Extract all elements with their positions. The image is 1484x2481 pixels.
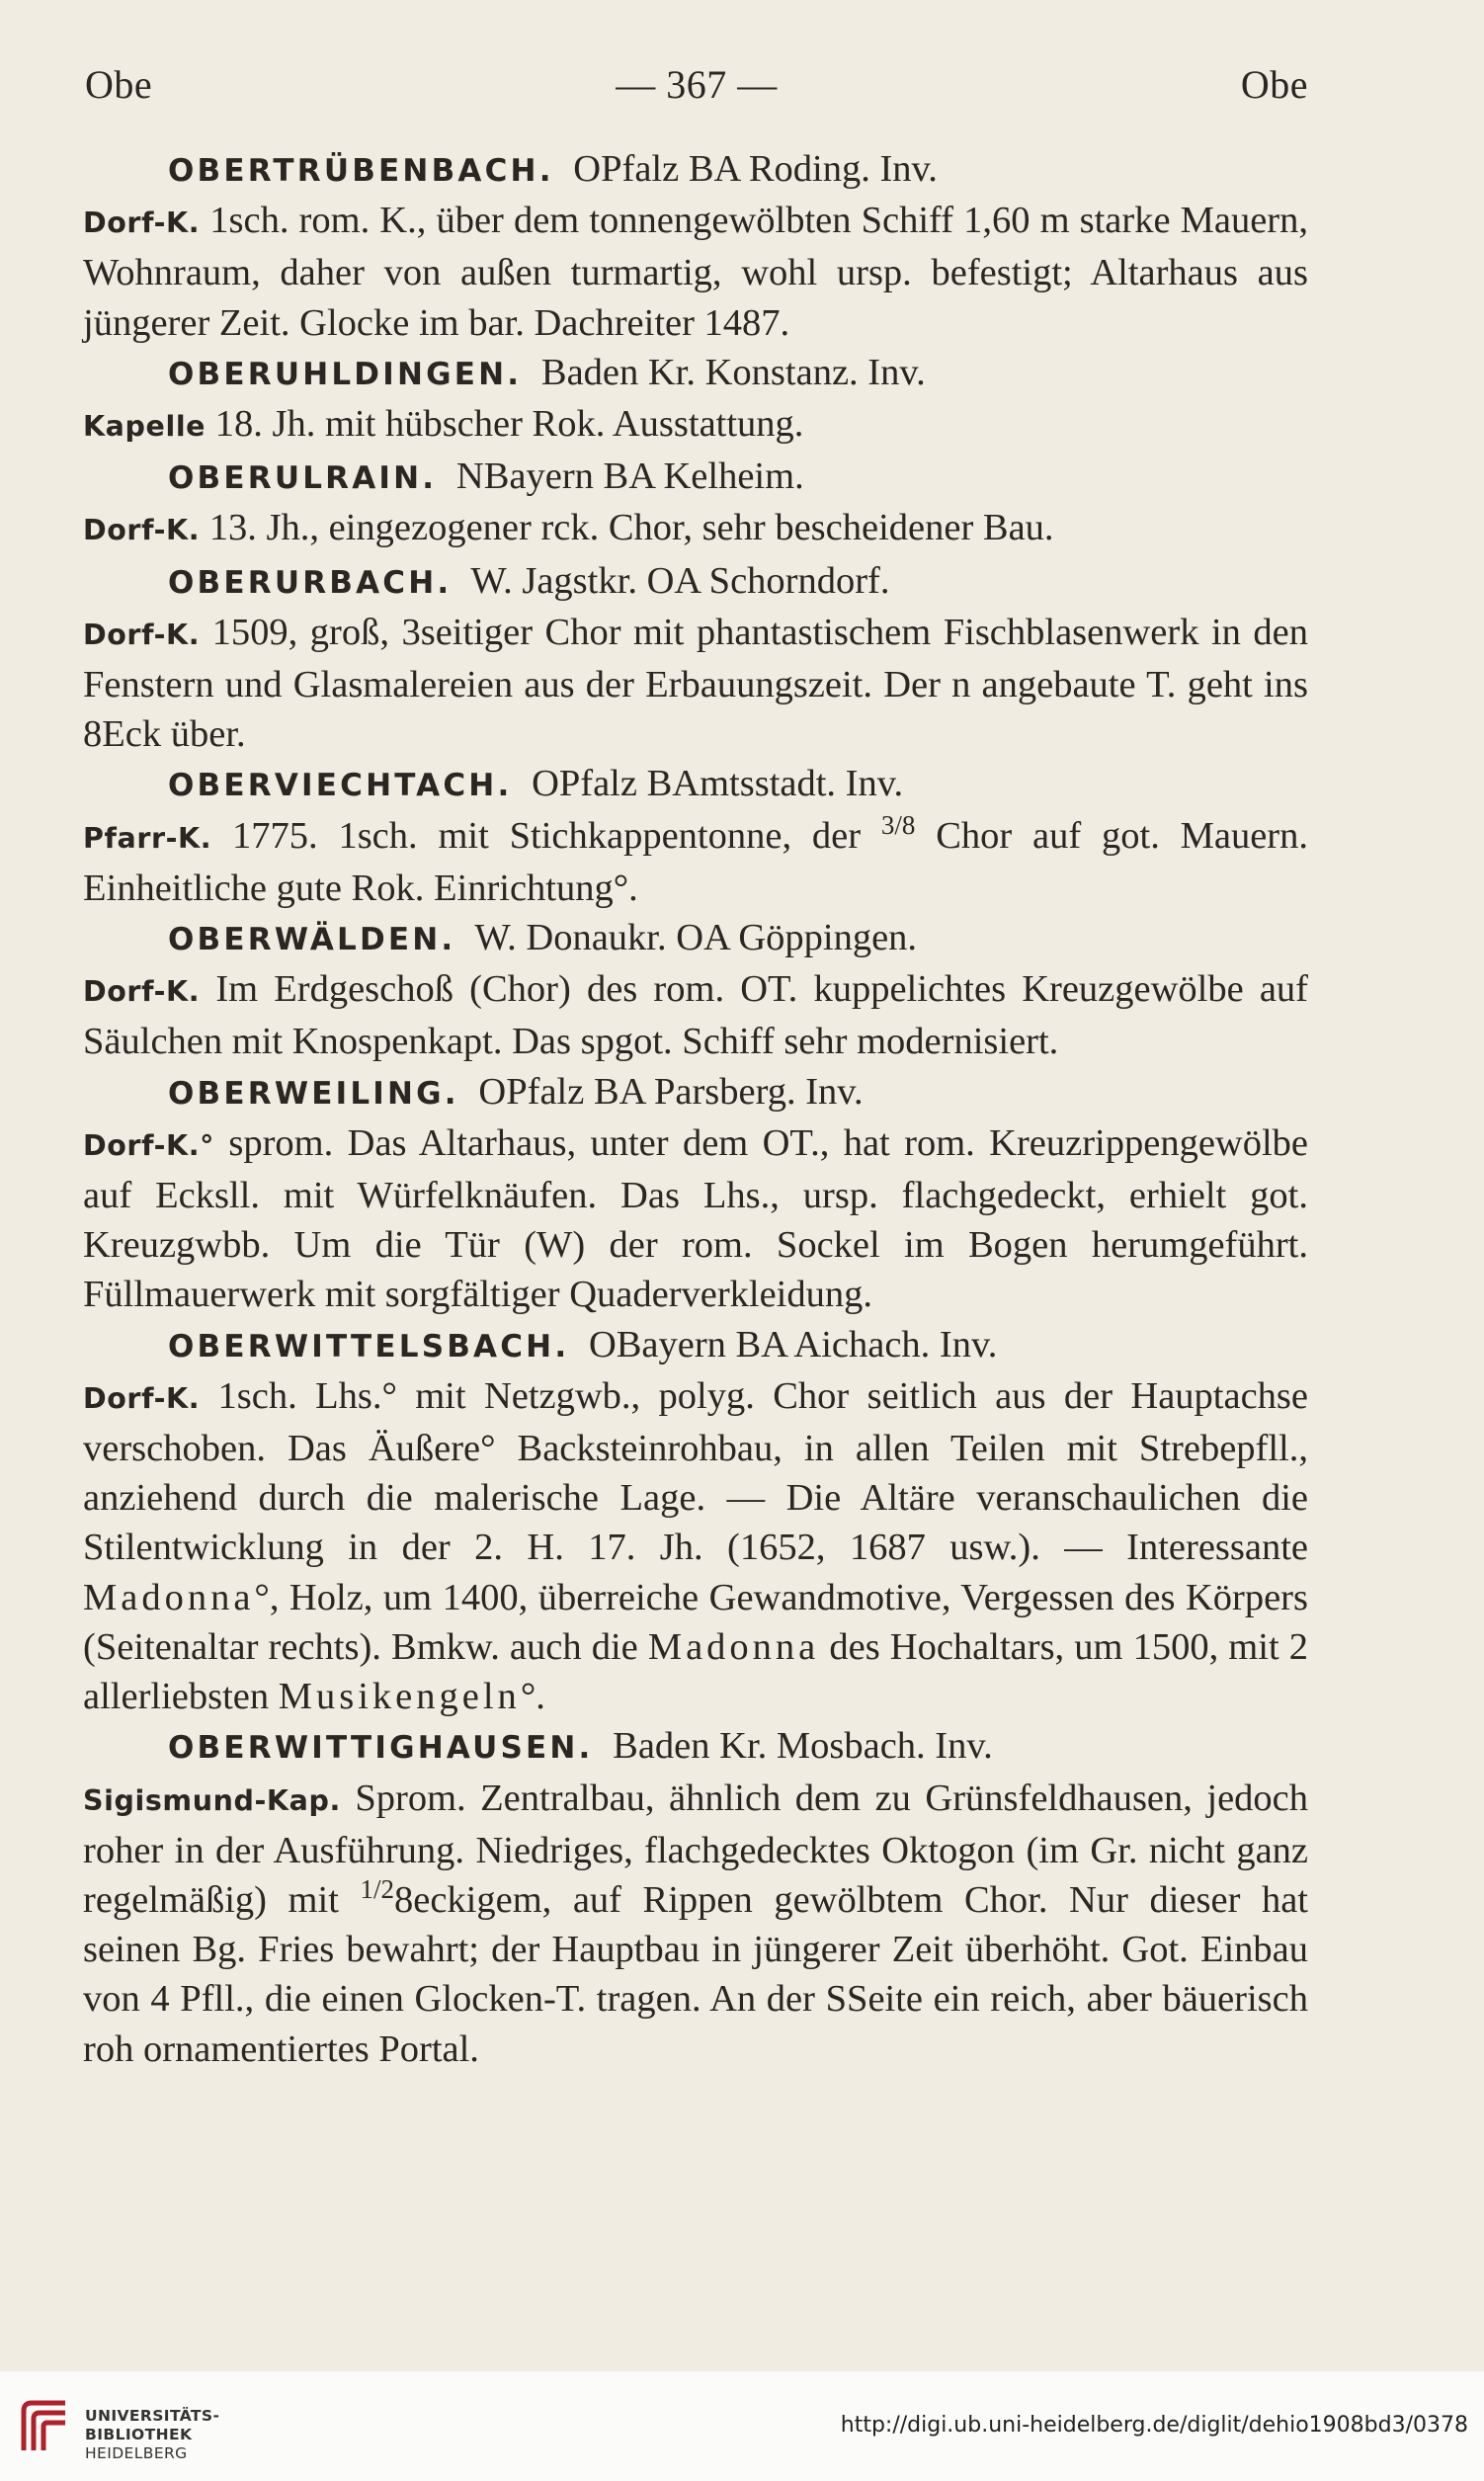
entry-text: 1509, groß, 3seitiger Chor mit phantastischem Fischblasenwerk in den Fenstern und Glasmalereien aus der Erbauungszeit. Der n angebaute T. geht ins 8Eck über. (83, 611, 1308, 756)
entry-text: Sprom. Zentralbau, ähnlich dem zu Grünsfeldhausen, jedoch roher in der Ausführung. Niedriges, flachgedecktes Oktogon (im Gr. nicht ganz regelmäßig) mit (83, 1777, 1308, 1921)
entry-oberwaelden (83, 913, 1308, 1067)
headword: OBERWEILING. (168, 1075, 459, 1112)
entry-location: OBayern BA Aichach. Inv. (588, 1323, 998, 1365)
emphasis-madonna: Madonna (83, 1576, 255, 1618)
entry-body (83, 608, 1308, 760)
entry-body (83, 811, 1308, 913)
entry-heading (83, 913, 1308, 964)
entry-text: 1sch. rom. K., über dem tonnengewölbten Schiff 1,60 m starke Mauern, Wohnraum, daher von außen turmartig, wohl ursp. befestigt; Altarhaus aus jüngerer Zeit. Glocke im bar. Dachreiter 1487. (83, 200, 1308, 344)
entry-oberuhldingen (83, 348, 1308, 452)
entry-text: 1775. 1sch. mit Stichkappentonne, der (232, 814, 881, 857)
entry-location: Baden Kr. Konstanz. Inv. (540, 351, 926, 393)
library-name (85, 2407, 219, 2463)
entry-oberviechtach (83, 759, 1308, 913)
entry-oberwittighausen (83, 1721, 1308, 2073)
entry-location: W. Jagstkr. OA Schorndorf. (470, 559, 890, 602)
entry-location: OPfalz BA Roding. Inv. (573, 148, 938, 190)
entry-heading (83, 556, 1308, 608)
fraction: 1/2 (360, 1874, 394, 1905)
building-label: Dorf-K. (83, 618, 201, 651)
entry-text: °. (520, 1676, 545, 1718)
building-label: Sigismund-Kap. (83, 1783, 341, 1817)
entry-text: 18. Jh. mit hübscher Rok. Ausstattung. (214, 403, 804, 446)
headword: OBERURBACH. (168, 564, 453, 601)
source-url-link[interactable]: http://digi.ub.uni-heidelberg.de/diglit/dehio1908bd3/0378 (840, 2413, 1468, 2438)
headword: OBERTRÜBENBACH. (168, 153, 554, 189)
building-label: Pfarr-K. (83, 821, 212, 855)
entry-oberulrain (83, 452, 1308, 555)
entry-text: 13. Jh., eingezogener rck. Chor, sehr bescheidener Bau. (208, 507, 1054, 549)
entry-heading (83, 759, 1308, 810)
building-label: Dorf-K. (83, 207, 201, 240)
entry-location: W. Donaukr. OA Göppingen. (474, 917, 918, 959)
headword: OBERWITTELSBACH. (168, 1328, 570, 1365)
headword: OBERUHLDINGEN. (168, 356, 523, 392)
entry-oberwittelsbach (83, 1320, 1308, 1722)
building-label: Dorf-K. (83, 975, 201, 1009)
library-name-line: BIBLIOTHEK (85, 2426, 193, 2443)
entry-body (83, 399, 1308, 452)
building-label: Kapelle (83, 410, 206, 444)
running-head-left: Obe (85, 62, 153, 107)
entry-heading (83, 1320, 1308, 1371)
entry-body (83, 503, 1308, 555)
headword: OBERULRAIN. (168, 460, 438, 497)
viewer-footer (0, 2371, 1484, 2481)
building-label: Dorf-K. (83, 1381, 201, 1415)
entry-heading (83, 1721, 1308, 1773)
body-text (83, 144, 1308, 2074)
library-name-line: UNIVERSITÄTS- (85, 2407, 220, 2425)
fraction: 3/8 (880, 809, 916, 840)
entry-heading (83, 1067, 1308, 1118)
entry-oberweiling (83, 1067, 1308, 1320)
running-head (85, 61, 1308, 121)
entry-text: 8eckigem, auf Rippen gewölbtem Chor. Nur dieser hat seinen Bg. Fries bewahrt; der Hauptbau in jüngerer Zeit überhöht. Got. Einbau von 4 Pfll., die einen Glocken-T. tragen. An der SSeite ein reich, aber bäuerisch roh ornamentiertes Portal. (83, 1878, 1308, 2070)
entry-text: sprom. Das Altarhaus, unter dem OT., hat rom. Kreuzrippengewölbe auf Ecksll. mit Würfelknäufen. Das Lhs., ursp. flachgedeckt, erhielt got. Kreuzgwbb. Um die Tür (W) der rom. Sockel im Bogen herumgeführt. Füllmauerwerk mit sorgfältiger Quaderverkleidung. (83, 1121, 1308, 1316)
entry-oberurbach (83, 556, 1308, 760)
headword: OBERWITTIGHAUSEN. (168, 1730, 594, 1767)
entry-location: Baden Kr. Mosbach. Inv. (613, 1725, 993, 1768)
running-head-right: Obe (1240, 62, 1308, 107)
entry-body (83, 964, 1308, 1066)
headword: OBERVIECHTACH. (168, 768, 513, 804)
page-number: — 367 — (616, 62, 778, 107)
headword: OBERWÄLDEN. (168, 922, 456, 958)
university-library-logo-icon (16, 2397, 75, 2461)
entry-text: Im Erdgeschoß (Chor) des rom. OT. kuppelichtes Kreuzgewölbe auf Säulchen mit Knospenkapt. Das spgot. Schiff sehr modernisiert. (83, 968, 1309, 1063)
entry-location: OPfalz BA Parsberg. Inv. (478, 1070, 864, 1113)
entry-text: 1sch. Lhs.° mit Netzgwb., polyg. Chor seitlich aus der Hauptachse verschoben. Das Äußere° Backsteinrohbau, in allen Teilen mit Strebepfll., anziehend durch die malerische Lage. — Die Altäre veranschaulichen die Stilentwicklung in der 2. H. 17. Jh. (1652, 1687 usw.). — Interessante (83, 1374, 1308, 1569)
entry-body (83, 196, 1308, 348)
entry-location: OPfalz BAmtsstadt. Inv. (532, 763, 904, 805)
entry-body (83, 1371, 1308, 1721)
entry-text: °, Holz, um 1400, überreiche Gewandmotive, Vergessen des Körpers (Seitenaltar rechts). Bmkw. auch die (83, 1576, 1308, 1668)
emphasis-musikengeln: Musikengeln (278, 1676, 521, 1718)
entry-text: Chor auf got. Mauern. Einheitliche gute Rok. Einrichtung°. (83, 814, 1309, 909)
entry-obertruebenbach (83, 144, 1308, 348)
entry-heading (83, 348, 1308, 399)
entry-heading (83, 452, 1308, 503)
entry-text: des Hochaltars, um 1500, mit 2 allerliebsten (83, 1625, 1308, 1718)
entry-body (83, 1774, 1308, 2074)
library-name-line: HEIDELBERG (85, 2444, 188, 2462)
building-label: Dorf-K.° (83, 1128, 214, 1162)
entry-heading (83, 144, 1308, 196)
building-label: Dorf-K. (83, 514, 201, 547)
emphasis-madonna: Madonna (647, 1625, 820, 1668)
entry-body (83, 1118, 1308, 1320)
entry-location: NBayern BA Kelheim. (455, 455, 804, 498)
